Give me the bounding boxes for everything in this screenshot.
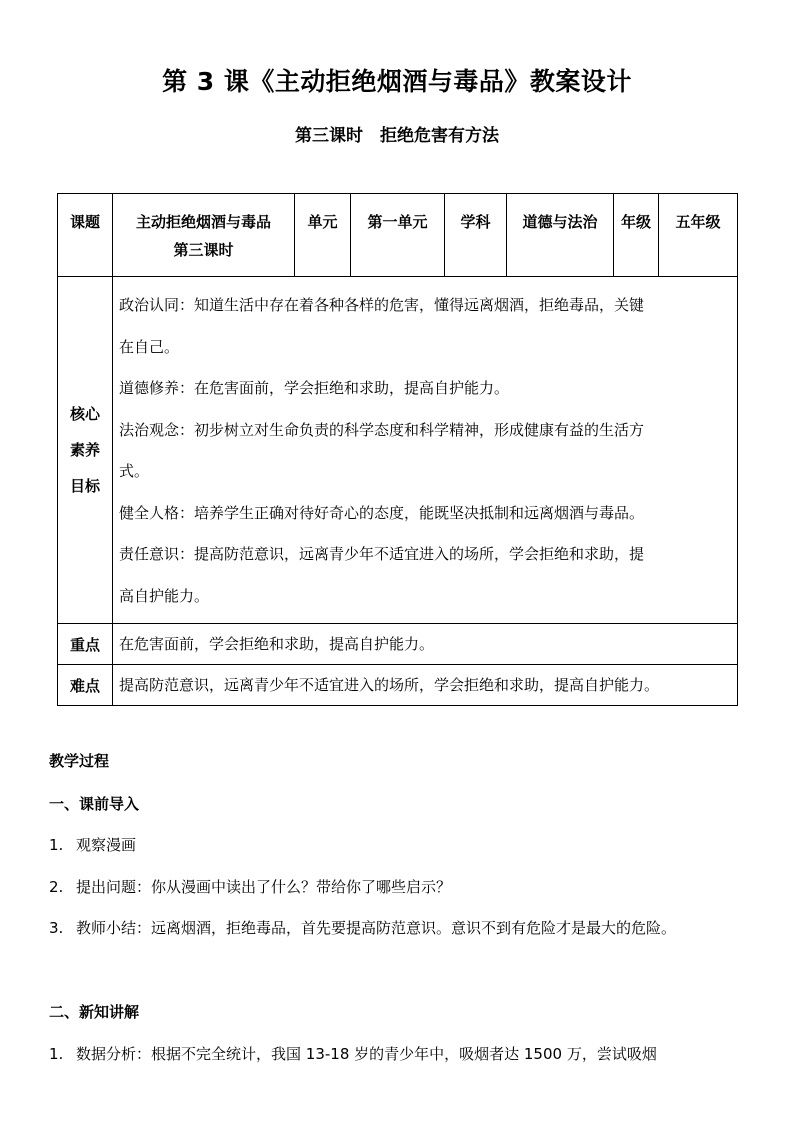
document-subtitle: 第三课时 拒绝危害有方法 [295, 126, 499, 146]
list-item: 1. 数据分析：根据不完全统计，我国 13-18 岁的青少年中，吸烟者达 1500 万，尝试吸烟 [49, 1045, 657, 1063]
goal-line: 道德修养：在危害面前，学会拒绝和求助，提高自护能力。 [119, 379, 510, 397]
core-goals-row [58, 277, 738, 624]
section2-title: 二、新知讲解 [49, 1003, 140, 1021]
list-item: 2. 提出问题：你从漫画中读出了什么？带给你了哪些启示？ [49, 878, 452, 896]
grade-value-cell: 五年级 [659, 194, 738, 277]
goal-line: 法治观念：初步树立对生命负责的科学态度和科学精神，形成健康有益的生活方 [119, 420, 645, 439]
process-heading: 教学过程 [49, 752, 110, 770]
key-point-label: 重点 [58, 624, 113, 665]
grade-label-cell: 年级 [614, 194, 659, 277]
goal-line: 责任意识：提高防范意识，远离青少年不适宜进入的场所，学会拒绝和求助，提 [119, 545, 645, 563]
list-item: 1. 观察漫画 [49, 836, 137, 854]
header-row [58, 194, 738, 277]
unit-label-cell: 单元 [295, 194, 351, 277]
topic-label-cell: 课题 [58, 194, 113, 277]
document-title: 第 3 课《主动拒绝烟酒与毒品》教案设计 [162, 67, 632, 96]
topic-value-line2: 第三课时 [173, 241, 234, 259]
key-point-value: 在危害面前，学会拒绝和求助，提高自护能力。 [113, 624, 738, 665]
list-item: 3. 教师小结：远离烟酒，拒绝毒品，首先要提高防范意识。意识不到有危险才是最大的危险。 [49, 919, 677, 937]
difficult-point-row [58, 665, 738, 706]
section1-title: 一、课前导入 [49, 795, 140, 813]
topic-value-line1: 主动拒绝烟酒与毒品 [135, 213, 271, 231]
goal-line: 高自护能力。 [119, 586, 210, 605]
subject-value-cell: 道德与法治 [507, 194, 614, 277]
topic-value-cell [113, 194, 295, 277]
difficult-point-value: 提高防范意识，远离青少年不适宜进入的场所，学会拒绝和求助，提高自护能力。 [113, 665, 738, 706]
core-goals-label-cell: 核心 素养 目标 [58, 277, 113, 624]
difficult-point-label: 难点 [58, 665, 113, 706]
unit-value-cell: 第一单元 [351, 194, 445, 277]
goal-line: 健全人格：培养学生正确对待好奇心的态度，能既坚决抵制和远离烟酒与毒品。 [119, 503, 645, 522]
key-point-row [58, 624, 738, 665]
core-goals-content [113, 277, 738, 624]
lesson-info-table [57, 193, 738, 706]
goal-line: 式。 [119, 462, 150, 480]
goal-line: 在自己。 [119, 337, 180, 356]
goal-line: 政治认同：知道生活中存在着各种各样的危害，懂得远离烟酒，拒绝毒品，关键 [119, 296, 645, 314]
subject-label-cell: 学科 [445, 194, 507, 277]
